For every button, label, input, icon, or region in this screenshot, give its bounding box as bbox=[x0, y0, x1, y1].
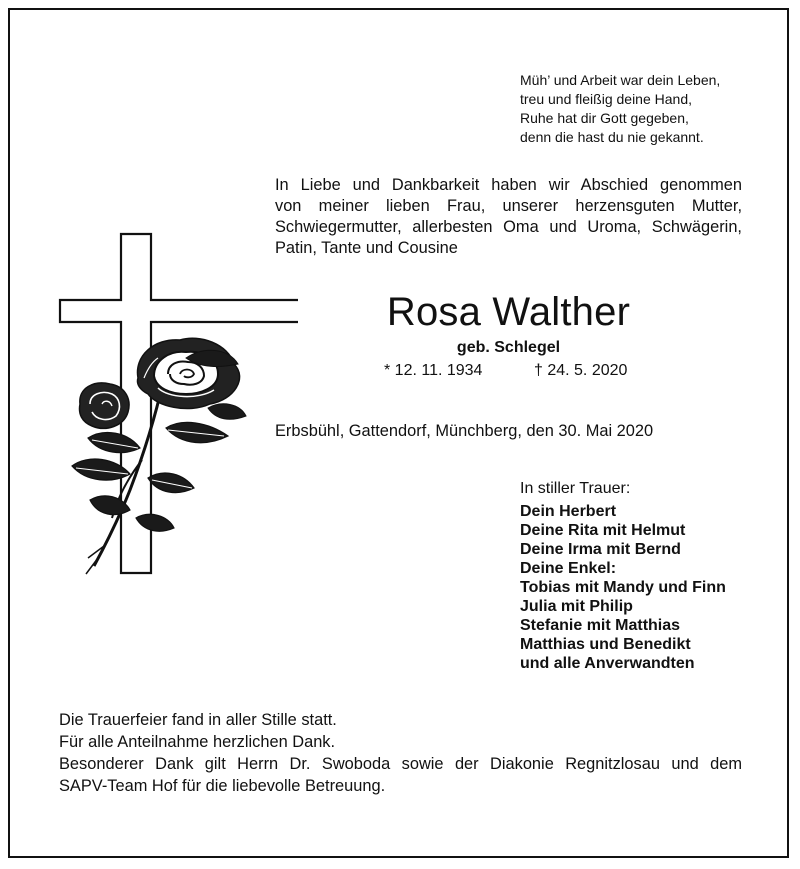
memorial-poem bbox=[520, 71, 720, 147]
place-and-date: Erbsbühl, Gattendorf, Münchberg, den 30. Mai 2020 bbox=[275, 422, 654, 440]
death-date: † 24. 5. 2020 bbox=[534, 362, 628, 379]
poem-line: treu und fleißig deine Hand, bbox=[520, 91, 692, 107]
footer-line: Die Trauerfeier fand in aller Stille statt. bbox=[59, 711, 337, 729]
poem-line: denn die hast du nie gekannt. bbox=[520, 129, 704, 145]
mourner-name: und alle Anverwandten bbox=[520, 655, 695, 672]
mourner-name: Deine Enkel: bbox=[520, 560, 617, 577]
maiden-name: geb. Schlegel bbox=[456, 339, 561, 356]
mourner-name: Julia mit Philip bbox=[520, 598, 633, 615]
mourner-name: Deine Irma mit Bernd bbox=[520, 541, 681, 558]
mourners-list bbox=[520, 479, 726, 673]
intro-text bbox=[275, 175, 742, 259]
intro-line: Patin, Tante und Cousine bbox=[275, 239, 458, 257]
deceased-name: Rosa Walther bbox=[386, 290, 631, 334]
intro-line: von meiner lieben Frau, unserer herzensguten Mutter, bbox=[275, 197, 742, 215]
life-dates bbox=[384, 361, 628, 381]
footer-line: Besonderer Dank gilt Herrn Dr. Swoboda sowie der Diakonie Regnitzlosau und dem bbox=[59, 755, 742, 773]
footer-text bbox=[59, 709, 742, 797]
footer-line: SAPV-Team Hof für die liebevolle Betreuung. bbox=[59, 777, 386, 795]
mourner-name: Deine Rita mit Helmut bbox=[520, 522, 686, 539]
mourner-name: Tobias mit Mandy und Finn bbox=[520, 579, 726, 596]
birth-date: * 12. 11. 1934 bbox=[384, 362, 483, 379]
mourners-heading: In stiller Trauer: bbox=[520, 480, 631, 497]
cross-with-rose-icon bbox=[58, 228, 298, 580]
mourner-name: Stefanie mit Matthias bbox=[520, 617, 681, 634]
intro-line: Schwiegermutter, allerbesten Oma und Uroma, Schwägerin, bbox=[275, 218, 742, 236]
intro-line: In Liebe und Dankbarkeit haben wir Abschied genommen bbox=[275, 176, 742, 194]
poem-line: Müh’ und Arbeit war dein Leben, bbox=[520, 72, 721, 88]
poem-line: Ruhe hat dir Gott gegeben, bbox=[520, 110, 689, 126]
mourner-name: Matthias und Benedikt bbox=[520, 636, 691, 653]
footer-line: Für alle Anteilnahme herzlichen Dank. bbox=[59, 733, 336, 751]
mourner-name: Dein Herbert bbox=[520, 503, 617, 520]
